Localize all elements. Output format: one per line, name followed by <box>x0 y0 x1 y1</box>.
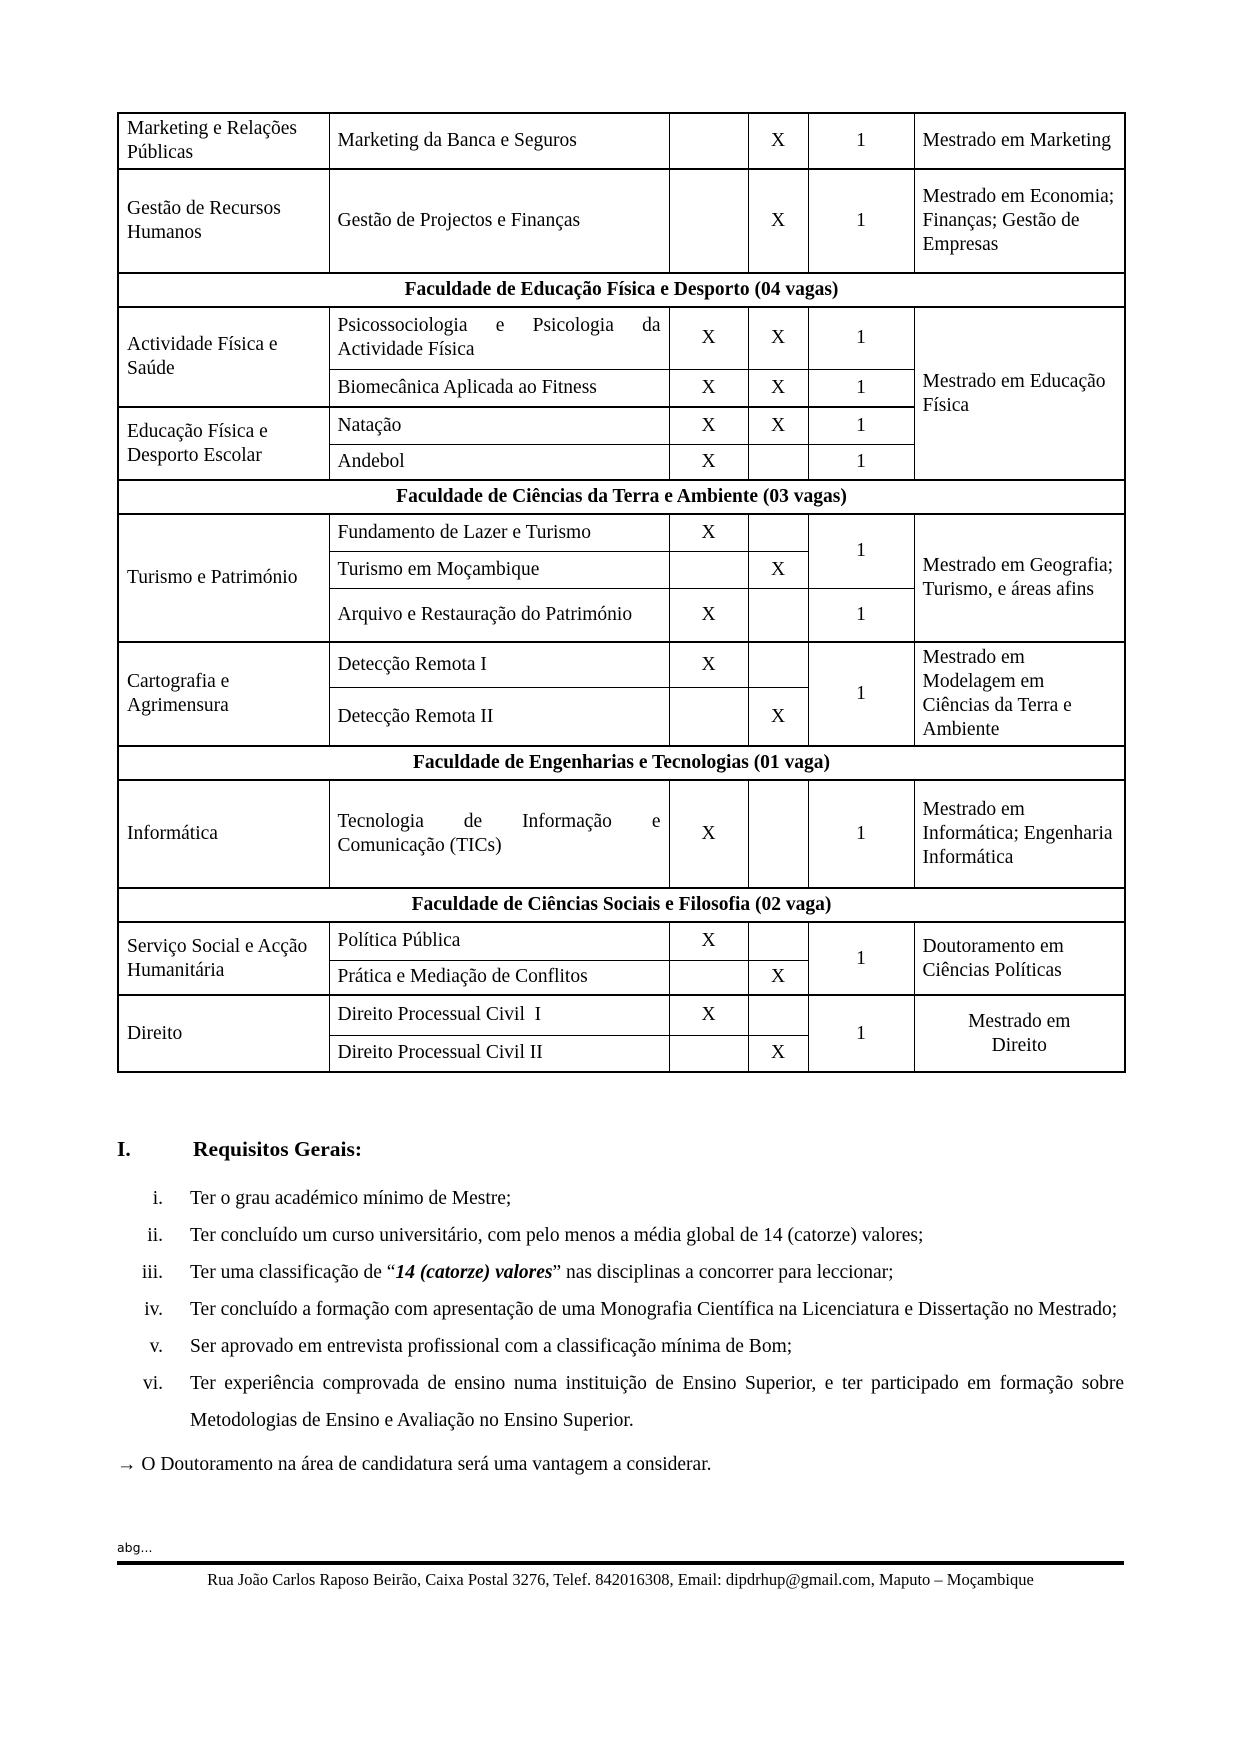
laboral-mark-cell: X <box>669 922 748 960</box>
vacancies-cell: 1 <box>808 922 914 995</box>
area-cell: Actividade Física e Saúde <box>118 307 329 407</box>
qualification-cell: Mestrado em Modelagem em Ciências da Terra e Ambiente <box>914 642 1125 746</box>
discipline-cell: Direito Processual Civil I <box>329 995 669 1035</box>
area-cell: Educação Física e Desporto Escolar <box>118 407 329 480</box>
faculty-section-title: Faculdade de Ciências da Terra e Ambiente (03 vagas) <box>118 480 1125 514</box>
vacancies-cell: 1 <box>808 588 914 642</box>
pos-laboral-mark-cell: X <box>748 113 808 169</box>
discipline-cell: Detecção Remota II <box>329 688 669 746</box>
vacancies-cell: 1 <box>808 307 914 369</box>
laboral-mark-cell <box>669 551 748 588</box>
faculty-section-title: Faculdade de Educação Física e Desporto (04 vagas) <box>118 273 1125 307</box>
faculty-section-row <box>118 480 1125 514</box>
laboral-mark-cell: X <box>669 514 748 551</box>
item-marker: v. <box>149 1336 163 1357</box>
qualification-cell: Mestrado em Direito <box>914 995 1125 1072</box>
footer-initials: abg... <box>117 1540 153 1555</box>
area-cell: Marketing e Relações Públicas <box>118 113 329 169</box>
requirements-heading <box>117 1137 1124 1162</box>
table-row <box>118 922 1125 960</box>
discipline-cell: Arquivo e Restauração do Património <box>329 588 669 642</box>
discipline-cell: Psicossociologia e Psicologia da Actividade Física <box>329 307 669 369</box>
requirements-list <box>117 1180 1124 1439</box>
faculty-section-title: Faculdade de Ciências Sociais e Filosofia (02 vaga) <box>118 888 1125 922</box>
laboral-mark-cell: X <box>669 995 748 1035</box>
vacancies-cell: 1 <box>808 169 914 273</box>
table-row <box>118 514 1125 551</box>
pos-laboral-mark-cell: X <box>748 407 808 444</box>
laboral-mark-cell <box>669 688 748 746</box>
table-row <box>118 113 1125 169</box>
item-marker: ii. <box>147 1225 163 1246</box>
faculty-section-row <box>118 888 1125 922</box>
area-cell: Direito <box>118 995 329 1072</box>
vacancies-cell: 1 <box>808 780 914 888</box>
area-cell: Serviço Social e Acção Humanitária <box>118 922 329 995</box>
doctorate-advantage-note: → O Doutoramento na área de candidatura será uma vantagem a considerar. <box>117 1454 712 1475</box>
pos-laboral-mark-cell <box>748 588 808 642</box>
pos-laboral-mark-cell <box>748 995 808 1035</box>
vacancies-cell: 1 <box>808 407 914 444</box>
laboral-mark-cell <box>669 113 748 169</box>
list-item <box>117 1328 1124 1365</box>
area-cell: Gestão de Recursos Humanos <box>118 169 329 273</box>
discipline-cell: Gestão de Projectos e Finanças <box>329 169 669 273</box>
vacancies-cell: 1 <box>808 642 914 746</box>
item-marker: iv. <box>144 1299 163 1320</box>
pos-laboral-mark-cell <box>748 642 808 688</box>
item-text: Ter concluído um curso universitário, com pelo menos a média global de 14 (catorze) valores; <box>190 1225 924 1246</box>
faculty-section-row <box>118 746 1125 780</box>
footer-address: Rua João Carlos Raposo Beirão, Caixa Postal 3276, Telef. 842016308, Email: dipdrhup@gmail.com, Maputo – Moçambique <box>207 1570 1034 1589</box>
faculty-section-row <box>118 273 1125 307</box>
area-cell: Informática <box>118 780 329 888</box>
discipline-cell: Marketing da Banca e Seguros <box>329 113 669 169</box>
qualification-cell: Doutoramento em Ciências Políticas <box>914 922 1125 995</box>
item-text: Ter concluído a formação com apresentação de uma Monografia Científica na Licenciatura e Dissertação no Mestrado; <box>190 1299 1118 1320</box>
vacancies-cell: 1 <box>808 514 914 588</box>
pos-laboral-mark-cell <box>748 444 808 480</box>
pos-laboral-mark-cell: X <box>748 369 808 407</box>
item-text: Ser aprovado em entrevista profissional com a classificação mínima de Bom; <box>190 1336 793 1357</box>
discipline-cell: Prática e Mediação de Conflitos <box>329 960 669 995</box>
table-row <box>118 307 1125 369</box>
pos-laboral-mark-cell: X <box>748 169 808 273</box>
table-row <box>118 169 1125 273</box>
heading-title: Requisitos Gerais: <box>193 1137 363 1161</box>
discipline-cell: Direito Processual Civil II <box>329 1035 669 1072</box>
discipline-cell: Política Pública <box>329 922 669 960</box>
vacancies-cell: 1 <box>808 444 914 480</box>
qualification-cell: Mestrado em Geografia; Turismo, e áreas afins <box>914 514 1125 642</box>
laboral-mark-cell <box>669 1035 748 1072</box>
discipline-cell: Biomecânica Aplicada ao Fitness <box>329 369 669 407</box>
discipline-cell: Turismo em Moçambique <box>329 551 669 588</box>
item-text-pre: Ter uma classificação de “ <box>190 1262 396 1283</box>
item-marker: iii. <box>141 1262 163 1283</box>
qualification-cell: Mestrado em Educação Física <box>914 307 1125 480</box>
pos-laboral-mark-cell <box>748 922 808 960</box>
list-item <box>117 1254 1124 1291</box>
table-row <box>118 780 1125 888</box>
laboral-mark-cell: X <box>669 642 748 688</box>
footer-rule <box>117 1561 1124 1565</box>
vacancies-cell: 1 <box>808 113 914 169</box>
list-item <box>117 1180 1124 1217</box>
laboral-mark-cell: X <box>669 444 748 480</box>
item-text <box>190 1254 1124 1291</box>
vacancies-table <box>117 112 1126 1073</box>
discipline-cell: Fundamento de Lazer e Turismo <box>329 514 669 551</box>
page-footer <box>117 1540 1124 1590</box>
item-marker: i. <box>152 1188 163 1209</box>
table-row <box>118 642 1125 688</box>
pos-laboral-mark-cell <box>748 780 808 888</box>
discipline-cell: Andebol <box>329 444 669 480</box>
pos-laboral-mark-cell: X <box>748 551 808 588</box>
item-text: Ter o grau académico mínimo de Mestre; <box>190 1188 512 1209</box>
item-text: Ter experiência comprovada de ensino numa instituição de Ensino Superior, e ter participado em formação sobre Metodologias de Ensino e Avaliação no Ensino Superior. <box>190 1373 1124 1431</box>
faculty-section-title: Faculdade de Engenharias e Tecnologias (01 vaga) <box>118 746 1125 780</box>
list-item <box>117 1217 1124 1254</box>
item-text-emphasis: 14 (catorze) valores <box>395 1262 553 1283</box>
laboral-mark-cell: X <box>669 407 748 444</box>
qualification-cell: Mestrado em Informática; Engenharia Informática <box>914 780 1125 888</box>
laboral-mark-cell <box>669 960 748 995</box>
pos-laboral-mark-cell: X <box>748 960 808 995</box>
laboral-mark-cell: X <box>669 588 748 642</box>
area-cell: Turismo e Património <box>118 514 329 642</box>
qualification-cell: Mestrado em Marketing <box>914 113 1125 169</box>
pos-laboral-mark-cell: X <box>748 1035 808 1072</box>
laboral-mark-cell <box>669 169 748 273</box>
discipline-cell: Tecnologia de Informação e Comunicação (TICs) <box>329 780 669 888</box>
vacancies-cell: 1 <box>808 369 914 407</box>
heading-numeral: I. <box>117 1137 131 1161</box>
item-marker: vi. <box>142 1373 163 1394</box>
area-cell: Cartografia e Agrimensura <box>118 642 329 746</box>
list-item <box>117 1365 1124 1439</box>
discipline-cell: Detecção Remota I <box>329 642 669 688</box>
table-row <box>118 995 1125 1035</box>
laboral-mark-cell: X <box>669 369 748 407</box>
pos-laboral-mark-cell: X <box>748 307 808 369</box>
pos-laboral-mark-cell: X <box>748 688 808 746</box>
vacancies-cell: 1 <box>808 995 914 1072</box>
laboral-mark-cell: X <box>669 780 748 888</box>
laboral-mark-cell: X <box>669 307 748 369</box>
list-item <box>117 1291 1124 1328</box>
item-text-post: ” nas disciplinas a concorrer para leccionar; <box>552 1262 894 1283</box>
pos-laboral-mark-cell <box>748 514 808 551</box>
discipline-cell: Natação <box>329 407 669 444</box>
qualification-cell: Mestrado em Economia; Finanças; Gestão de Empresas <box>914 169 1125 273</box>
